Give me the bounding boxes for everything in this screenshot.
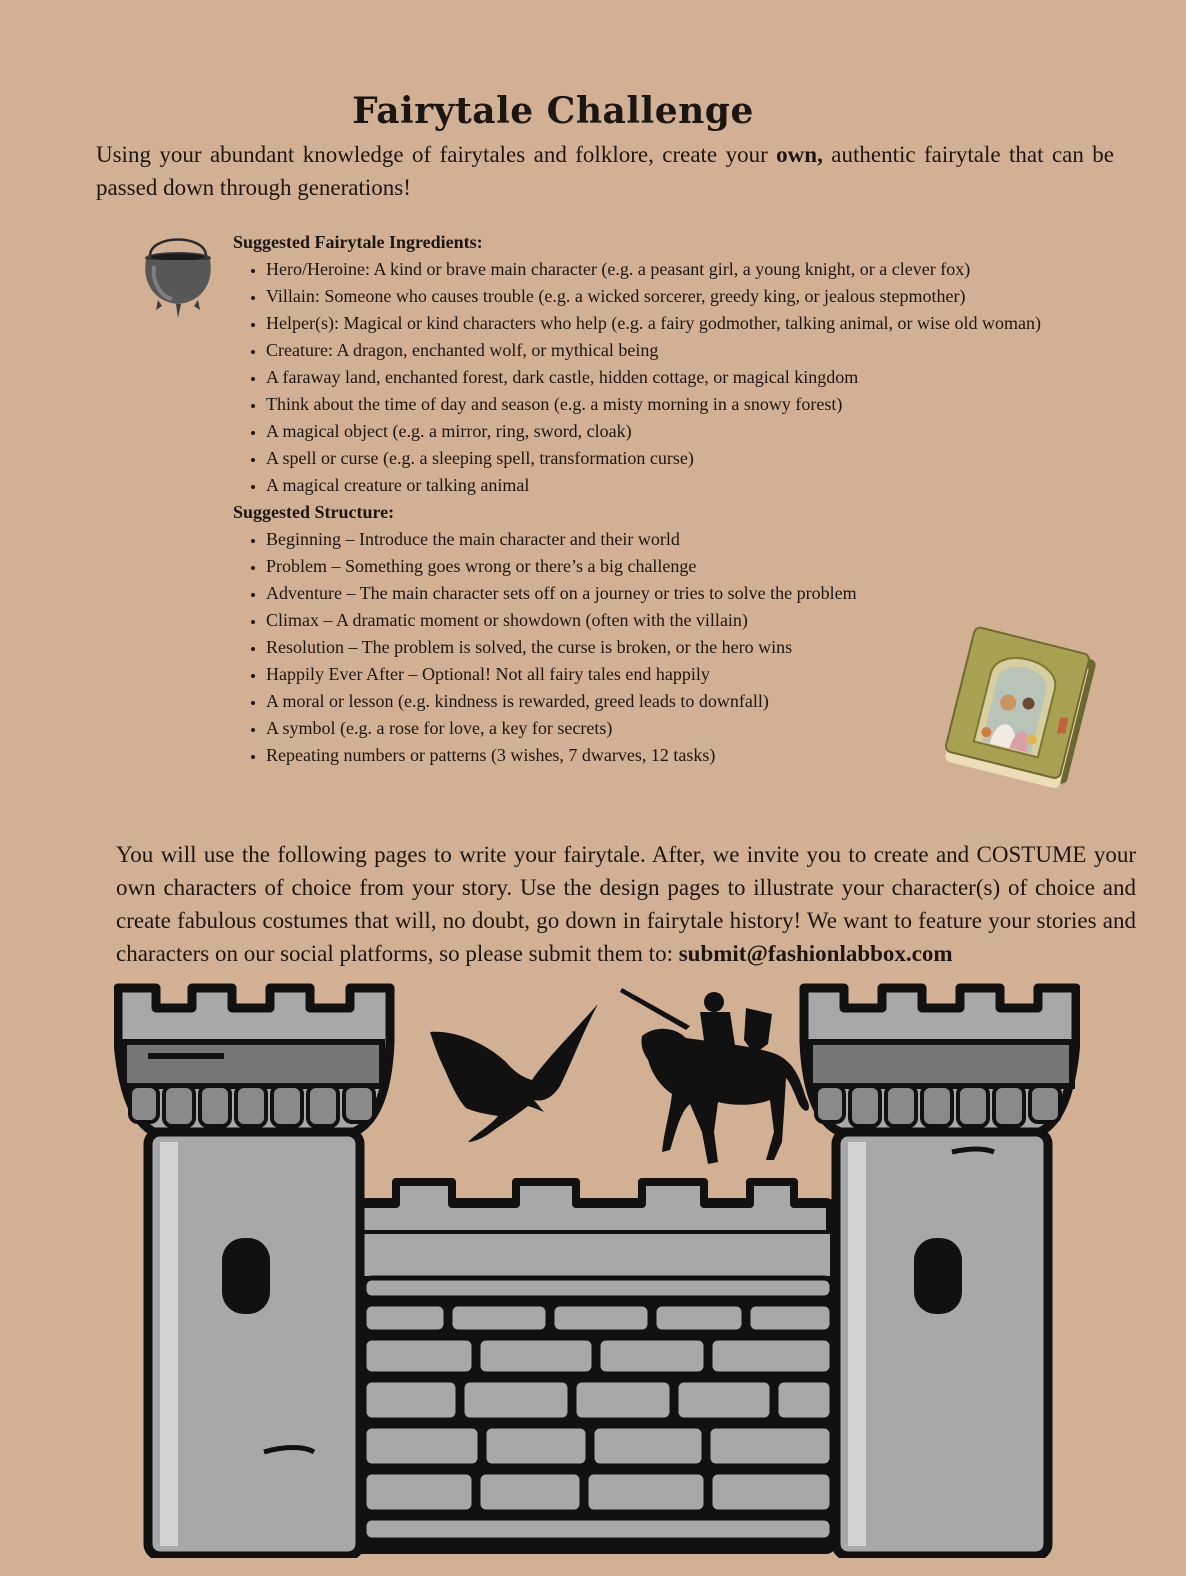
ingredients-list bbox=[233, 256, 1093, 499]
list-item: • Problem – Something goes wrong or there’s a big challenge bbox=[266, 553, 1093, 580]
closing-text: You will use the following pages to write your fairytale. After, we invite you to create and COSTUME your own characters of choice from your story. Use the design pages to illustrate your character(s) of choice and create fabulous costumes that will, no doubt, go down in fairytale history! We want to feature your stories and characters on our social platforms, so please submit them to: bbox=[116, 842, 1136, 966]
storybook-icon bbox=[930, 622, 1114, 788]
page-title: Fairytale Challenge bbox=[352, 90, 754, 133]
intro-emphasis: own, bbox=[776, 142, 823, 167]
list-item: • Hero/Heroine: A kind or brave main character (e.g. a peasant girl, a young knight, or a clever fox) bbox=[266, 256, 1093, 283]
list-item: • Climax – A dramatic moment or showdown (often with the villain) bbox=[266, 607, 1093, 634]
structure-heading: Suggested Structure: bbox=[233, 502, 395, 522]
dragon-icon bbox=[430, 1004, 598, 1142]
list-item: • A faraway land, enchanted forest, dark castle, hidden cottage, or magical kingdom bbox=[266, 364, 1093, 391]
ingredients-heading: Suggested Fairytale Ingredients: bbox=[233, 232, 483, 252]
intro-text-after: authentic fairytale that can be passed down through generations! bbox=[96, 142, 1114, 200]
intro-text-before: Using your abundant knowledge of fairytales and folklore, create your bbox=[96, 142, 777, 167]
knight-on-horse-icon bbox=[620, 988, 809, 1164]
list-item: • A magical object (e.g. a mirror, ring, sword, cloak) bbox=[266, 418, 1093, 445]
list-item: • Adventure – The main character sets off on a journey or tries to solve the problem bbox=[266, 580, 1093, 607]
list-item: • A spell or curse (e.g. a sleeping spell, transformation curse) bbox=[266, 445, 1093, 472]
list-item: • Happily Ever After – Optional! Not all fairy tales end happily bbox=[266, 661, 1093, 688]
closing-paragraph bbox=[116, 838, 1136, 970]
submit-email: submit@fashionlabbox.com bbox=[678, 941, 953, 966]
intro-paragraph bbox=[96, 138, 1114, 204]
list-item: • A symbol (e.g. a rose for love, a key for secrets) bbox=[266, 715, 1093, 742]
castle-icon bbox=[114, 982, 1080, 1558]
list-item: • A magical creature or talking animal bbox=[266, 472, 1093, 499]
list-item: • Beginning – Introduce the main character and their world bbox=[266, 526, 1093, 553]
list-item: • Helper(s): Magical or kind characters who help (e.g. a fairy godmother, talking animal, or wise old woman) bbox=[266, 310, 1093, 337]
list-item: • Villain: Someone who causes trouble (e.g. a wicked sorcerer, greedy king, or jealous stepmother) bbox=[266, 283, 1093, 310]
list-item: • Resolution – The problem is solved, the curse is broken, or the hero wins bbox=[266, 634, 1093, 661]
list-item: • Creature: A dragon, enchanted wolf, or mythical being bbox=[266, 337, 1093, 364]
list-item: • A moral or lesson (e.g. kindness is rewarded, greed leads to downfall) bbox=[266, 688, 1093, 715]
list-item: • Think about the time of day and season (e.g. a misty morning in a snowy forest) bbox=[266, 391, 1093, 418]
list-item: • Repeating numbers or patterns (3 wishes, 7 dwarves, 12 tasks) bbox=[266, 742, 1093, 769]
cauldron-icon bbox=[140, 230, 216, 320]
